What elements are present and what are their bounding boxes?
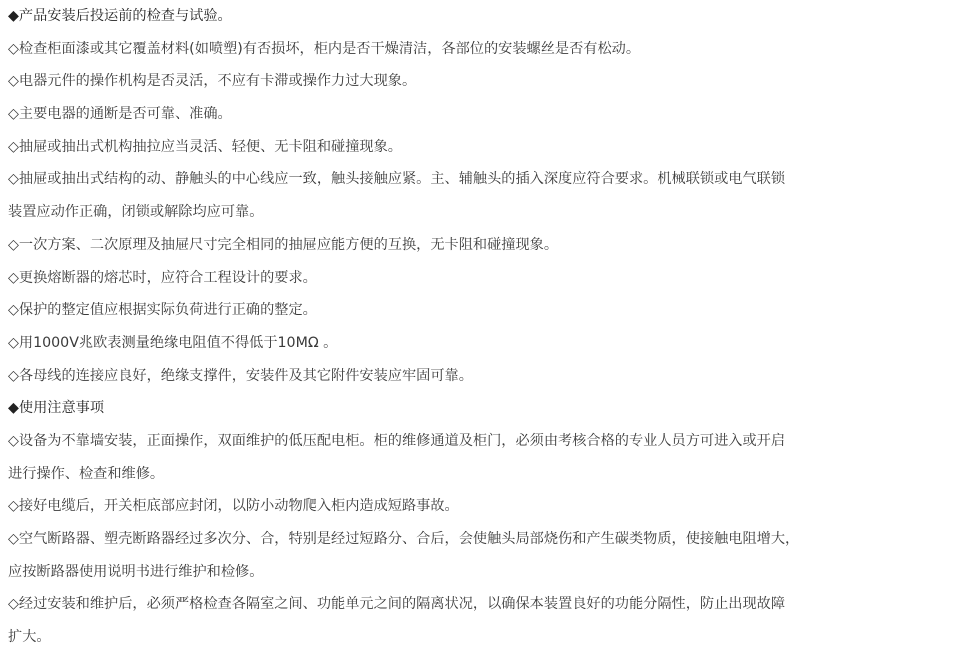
list-item-continuation: 装置应动作正确，闭锁或解除均应可靠。 xyxy=(8,204,264,221)
list-item: ◇保护的整定值应根据实际负荷进行正确的整定。 xyxy=(8,302,317,319)
list-item: ◇主要电器的通断是否可靠、准确。 xyxy=(8,106,232,123)
list-item: ◇检查柜面漆或其它覆盖材料(如喷塑)有否损坏，柜内是否干燥清洁，各部位的安装螺丝是否有松动。 xyxy=(8,40,641,57)
section-heading-usage-notes: ◆使用注意事项 xyxy=(8,400,105,417)
document-body xyxy=(8,0,960,654)
list-item: ◇抽屉或抽出式机构抽拉应当灵活、轻便、无卡阻和碰撞现象。 xyxy=(8,138,402,155)
list-item: ◇更换熔断器的熔芯时，应符合工程设计的要求。 xyxy=(8,269,317,286)
list-item: ◇设备为不靠墙安装，正面操作，双面维护的低压配电柜。柜的维修通道及柜门，必须由考核合格的专业人员方可进入或开启 xyxy=(8,432,786,449)
section-heading-pre-commissioning-inspection: ◆产品安装后投运前的检查与试验。 xyxy=(8,8,232,24)
list-item-continuation: 应按断路器使用说明书进行维护和检修。 xyxy=(8,563,264,580)
list-item: ◇用1000V兆欧表测量绝缘电阻值不得低于10MΩ 。 xyxy=(8,334,338,351)
list-item: ◇一次方案、二次原理及抽屉尺寸完全相同的抽屉应能方便的互换，无卡阻和碰撞现象。 xyxy=(8,236,559,253)
list-item: ◇空气断路器、塑壳断路器经过多次分、合，特别是经过短路分、合后，会使触头局部烧伤和产生碳类物质，使接触电阻增大， xyxy=(8,531,800,547)
list-item: ◇接好电缆后，开关柜底部应封闭，以防小动物爬入柜内造成短路事故。 xyxy=(8,498,459,515)
list-item: ◇各母线的连接应良好，绝缘支撑件，安装件及其它附件安装应牢固可靠。 xyxy=(8,367,473,384)
list-item-continuation: 进行操作、检查和维修。 xyxy=(8,465,165,482)
list-item: ◇抽屉或抽出式结构的动、静触头的中心线应一致，触头接触应紧。主、辅触头的插入深度应符合要求。机械联锁或电气联锁 xyxy=(8,171,786,188)
list-item: ◇电器元件的操作机构是否灵活，不应有卡滞或操作力过大现象。 xyxy=(8,73,417,90)
list-item-continuation: 扩大。 xyxy=(8,629,51,646)
list-item: ◇经过安装和维护后，必须严格检查各隔室之间、功能单元之间的隔离状况，以确保本装置良好的功能分隔性，防止出现故障 xyxy=(8,596,786,613)
